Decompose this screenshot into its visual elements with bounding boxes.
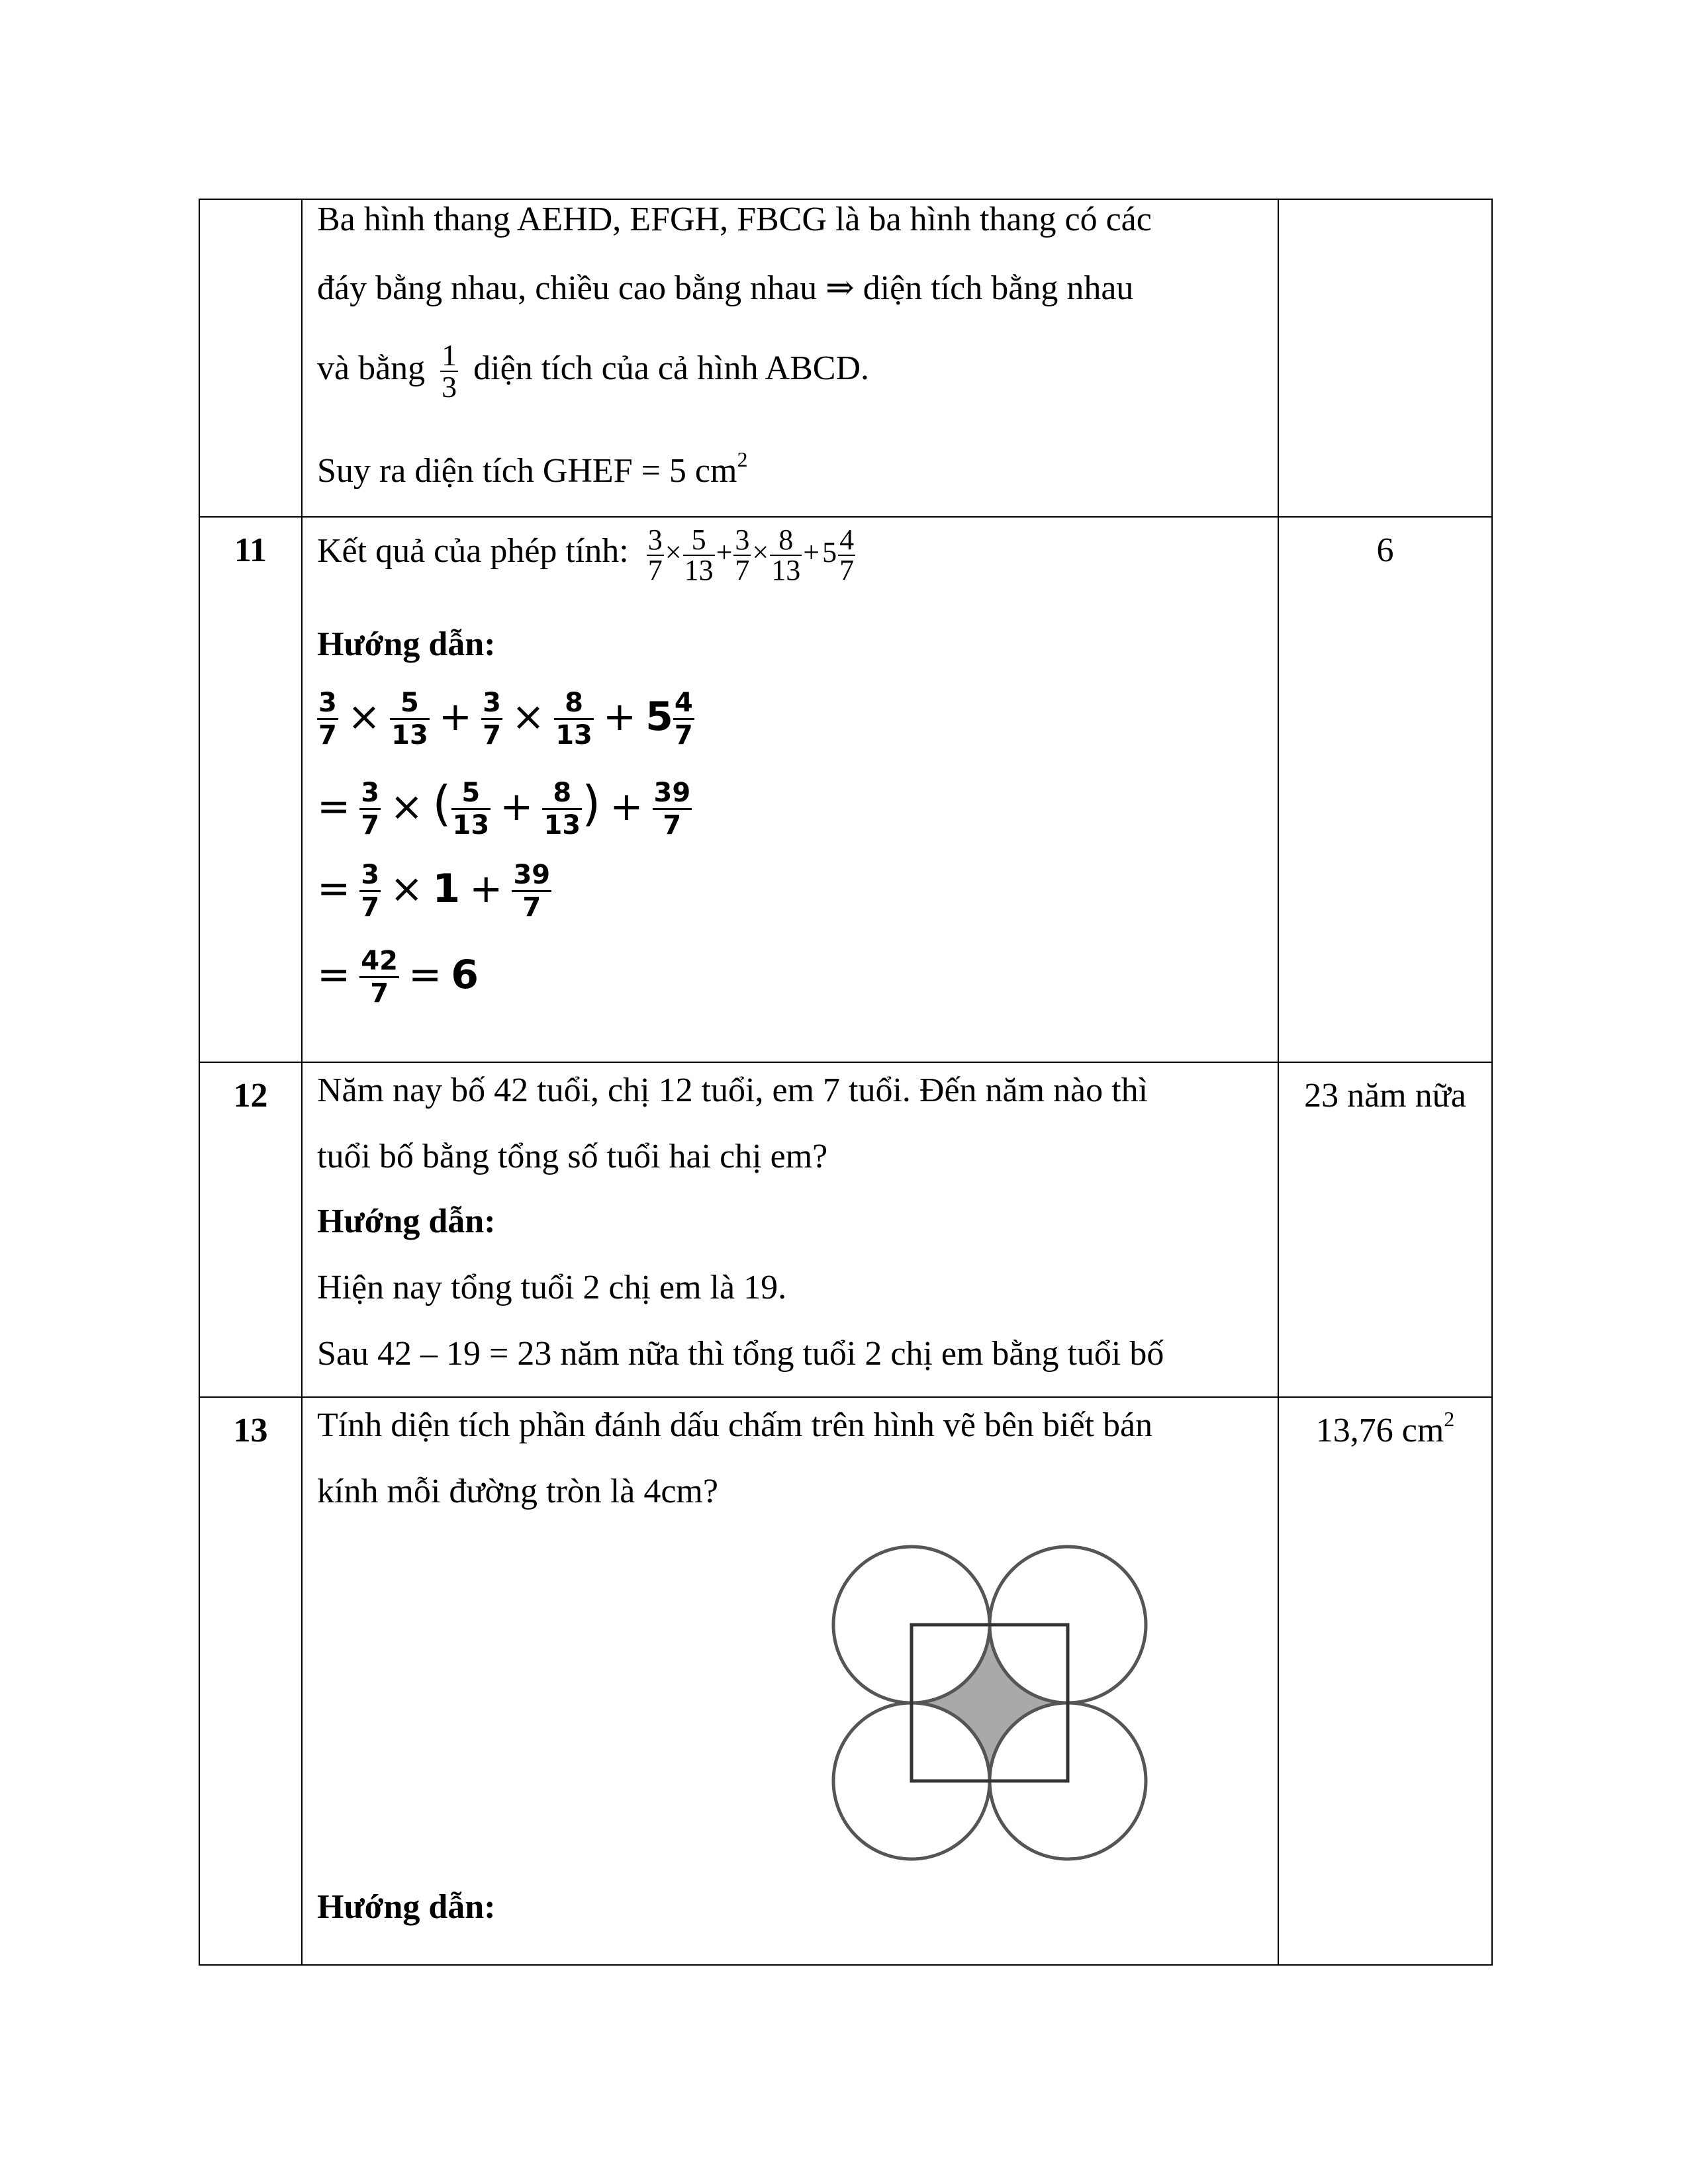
question-text: Kết quả của phép tính: — [317, 532, 629, 570]
denominator: 3 — [442, 370, 457, 404]
question-line: Tính diện tích phần đánh dấu chấm trên hình vẽ bên biết bán — [317, 1406, 1153, 1444]
text-fragment: và bằng — [317, 349, 426, 387]
number-cell — [200, 200, 303, 516]
table-row-continuation — [199, 199, 1493, 518]
question-expression — [647, 523, 855, 586]
text-line — [317, 447, 748, 490]
math-line-3: = $\frac{3}{7}$ × 1 + $\frac{39}{7}$ — [317, 860, 551, 923]
circles-square-figure — [829, 1542, 1160, 1873]
solution-line: Hiện nay tổng tuổi 2 chị em là 19. — [317, 1269, 787, 1306]
text-line — [317, 340, 869, 402]
answer-cell — [1279, 200, 1491, 516]
answer-cell — [1279, 1398, 1491, 1964]
text-line: đáy bằng nhau, chiều cao bằng nhau ⇒ diện tích bằng nhau — [317, 269, 1134, 307]
text-fragment: diện tích của cả hình ABCD. — [473, 349, 870, 387]
operator: + — [716, 536, 733, 569]
guide-label: Hướng dẫn: — [317, 1888, 496, 1926]
fraction: $\frac{3}{7}$ — [735, 523, 750, 586]
math-line-2: = $\frac{3}{7}$ × ( $\frac{5}{13}$ + $\frac{8}{13}$ ) + $\frac{39}{7}$ — [317, 776, 691, 841]
fraction: $\frac{8}{13}$ — [771, 523, 801, 586]
operator: × — [752, 536, 769, 569]
answer-cell: 6 — [1376, 531, 1394, 569]
fraction: $\frac{4}{7}$ — [839, 523, 855, 586]
operator: + — [803, 536, 820, 569]
guide-label: Hướng dẫn: — [317, 625, 496, 663]
numerator: 1 — [442, 338, 457, 372]
content-cell — [303, 1063, 1279, 1396]
text-line: Ba hình thang AEHD, EFGH, FBCG là ba hình thang có các — [317, 201, 1152, 238]
operator: 5 — [822, 536, 837, 569]
question-number: 11 — [200, 518, 303, 1062]
text-fragment: Suy ra diện tích GHEF = 5 cm — [317, 452, 737, 490]
answer-text: 13,76 cm — [1315, 1412, 1444, 1449]
fraction — [440, 340, 458, 402]
answer-cell: 23 năm nữa — [1304, 1077, 1466, 1115]
question-number: 12 — [200, 1063, 303, 1396]
operator: × — [665, 536, 682, 569]
shaded-region — [912, 1625, 1068, 1781]
math-line-4: = $\frac{42}{7}$ = 6 — [317, 946, 479, 1009]
math-line-1: $\frac{3}{7}$ × $\frac{5}{13}$ + $\frac{3}{7}$ × $\frac{8}{13}$ + 5 $\frac{4}{7}$ — [318, 688, 693, 751]
solution-line: Sau 42 – 19 = 23 năm nữa thì tổng tuổi 2 chị em bằng tuổi bố — [317, 1335, 1164, 1373]
question-line — [317, 525, 855, 585]
superscript: 2 — [1444, 1407, 1455, 1431]
table-row-12 — [199, 1062, 1493, 1398]
guide-label: Hướng dẫn: — [317, 1203, 496, 1240]
question-line: Năm nay bố 42 tuổi, chị 12 tuổi, em 7 tuổi. Đến năm nào thì — [317, 1071, 1149, 1109]
question-line: tuổi bố bằng tổng số tuổi hai chị em? — [317, 1138, 828, 1175]
question-line: kính mỗi đường tròn là 4cm? — [317, 1473, 718, 1510]
question-number: 13 — [200, 1398, 303, 1964]
superscript: 2 — [737, 447, 748, 471]
fraction: $\frac{5}{13}$ — [684, 523, 714, 586]
table-row-11 — [199, 516, 1493, 1063]
content-cell — [303, 200, 1279, 516]
content-cell — [303, 518, 1279, 1062]
table-row-13 — [199, 1396, 1493, 1966]
fraction: $\frac{3}{7}$ — [647, 523, 663, 586]
content-cell — [303, 1398, 1279, 1964]
